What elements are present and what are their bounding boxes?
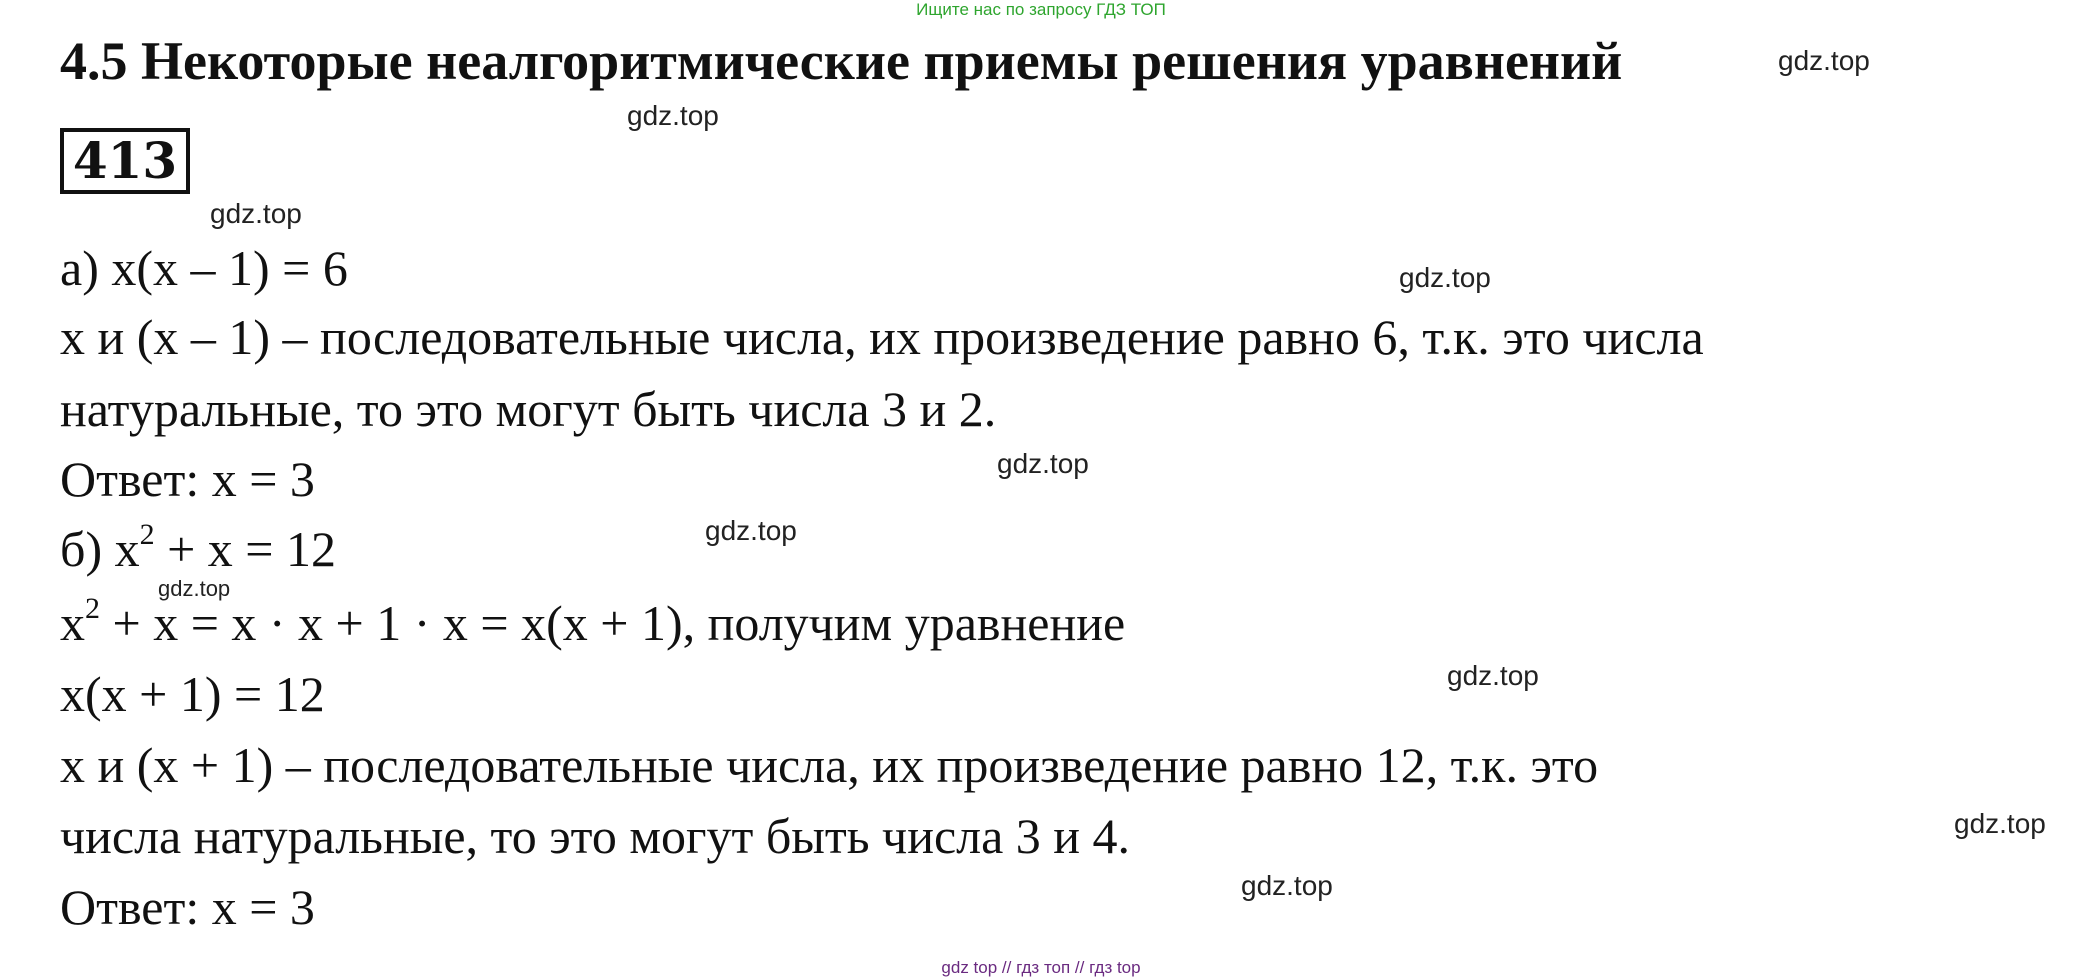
part-b-equation-base: б) x — [60, 521, 140, 577]
part-a-equation: а) x(x – 1) = 6 — [60, 240, 348, 296]
part-a-answer: Ответ: x = 3 — [60, 451, 315, 507]
part-b-transformation-base: x — [60, 595, 85, 651]
watermark: gdz.top — [210, 198, 302, 229]
footer-watermark: gdz top // гдз топ // гдз top — [941, 958, 1141, 977]
part-b-transformation — [60, 592, 1126, 651]
part-b-equation2: x(x + 1) = 12 — [60, 666, 325, 722]
watermark: gdz.top — [997, 448, 1089, 479]
watermark: gdz.top — [1954, 808, 2046, 839]
exercise-number: 413 — [72, 131, 178, 190]
part-b-equation-exponent: 2 — [139, 518, 155, 551]
watermark: gdz.top — [1778, 45, 1870, 76]
watermark: gdz.top — [705, 515, 797, 546]
part-b-equation — [60, 518, 336, 577]
part-a-explanation-line2: натуральные, то это могут быть числа 3 и 2. — [60, 381, 997, 437]
part-b-explanation-line2: числа натуральные, то это могут быть числа 3 и 4. — [60, 808, 1131, 864]
part-b-transformation-rest: + x = x · x + 1 · x = x(x + 1), получим уравнение — [100, 595, 1126, 651]
part-b-equation-rest: + x = 12 — [154, 521, 336, 577]
watermark: gdz.top — [1399, 262, 1491, 293]
watermark: gdz.top — [1447, 660, 1539, 691]
part-b-transformation-exponent: 2 — [85, 592, 100, 625]
exercise-number-box — [60, 128, 190, 194]
part-a-explanation-line1: x и (x – 1) – последовательные числа, их произведение равно 6, т.к. это числа — [60, 309, 1704, 365]
part-b-explanation-line1: x и (x + 1) – последовательные числа, их произведение равно 12, т.к. это — [60, 737, 1599, 793]
part-b-answer: Ответ: x = 3 — [60, 879, 315, 935]
watermark: gdz.top — [1241, 870, 1333, 901]
search-banner: Ищите нас по запросу ГДЗ ТОП — [916, 0, 1166, 19]
page-title: 4.5 Некоторые неалгоритмические приемы решения уравнений — [60, 31, 1623, 91]
watermark: gdz.top — [627, 100, 719, 131]
watermark: gdz.top — [158, 576, 231, 601]
